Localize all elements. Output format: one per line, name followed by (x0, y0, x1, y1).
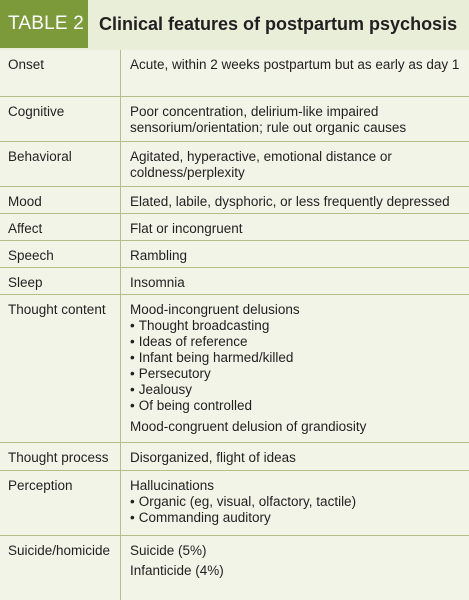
row-label: Perception (8, 478, 73, 493)
list-item: • Jealousy (130, 382, 462, 398)
features-table (0, 50, 469, 600)
list-item: • Organic (eg, visual, olfactory, tactile) (130, 494, 462, 510)
row-label: Speech (8, 248, 54, 263)
row-value: Disorganized, flight of ideas (130, 450, 296, 465)
row-value: Insomnia (130, 275, 185, 290)
row-label: Affect (8, 221, 43, 236)
row-label: Sleep (8, 275, 43, 290)
row-label: Thought process (8, 450, 109, 465)
table-row (0, 97, 469, 142)
table-row (0, 241, 469, 268)
suicide-rate: Suicide (5%) (130, 543, 207, 558)
row-label: Suicide/homicide (8, 543, 111, 558)
list-item: • Of being controlled (130, 398, 462, 414)
row-value: Poor concentration, delirium-like impaired sensorium/orientation; rule out organic causes (130, 104, 407, 135)
list-item: • Persecutory (130, 366, 462, 382)
hallucinations-heading: Hallucinations (130, 478, 215, 493)
table-row (0, 187, 469, 214)
row-value: Acute, within 2 weeks postpartum but as early as day 1 (130, 57, 460, 72)
row-value (130, 302, 462, 435)
row-value (130, 543, 462, 579)
table-row (0, 142, 469, 187)
table-title: Clinical features of postpartum psychosis (99, 14, 458, 34)
row-value: Agitated, hyperactive, emotional distance or coldness/perplexity (130, 149, 392, 180)
congruent-delusion: Mood-congruent delusion of grandiosity (130, 419, 367, 434)
list-item: • Ideas of reference (130, 334, 462, 350)
row-label: Onset (8, 57, 45, 72)
row-value: Rambling (130, 248, 188, 263)
row-label: Cognitive (8, 104, 65, 119)
list-item: • Infant being harmed/killed (130, 350, 462, 366)
row-value: Flat or incongruent (130, 221, 243, 236)
row-value (130, 478, 462, 526)
table-number-badge: TABLE 2 (0, 0, 88, 48)
row-label: Behavioral (8, 149, 72, 164)
row-label: Thought content (8, 302, 106, 317)
infanticide-rate: Infanticide (4%) (130, 563, 224, 578)
table-row (0, 295, 469, 443)
table-header (0, 0, 469, 50)
table-row (0, 471, 469, 536)
list-item: • Commanding auditory (130, 510, 462, 526)
list-item: • Thought broadcasting (130, 318, 462, 334)
table-row (0, 536, 469, 600)
table-row (0, 214, 469, 241)
table-row (0, 268, 469, 295)
table-row (0, 50, 469, 97)
row-label: Mood (8, 194, 42, 209)
delusions-heading: Mood-incongruent delusions (130, 302, 300, 317)
row-value: Elated, labile, dysphoric, or less frequently depressed (130, 194, 450, 209)
table-row (0, 443, 469, 471)
